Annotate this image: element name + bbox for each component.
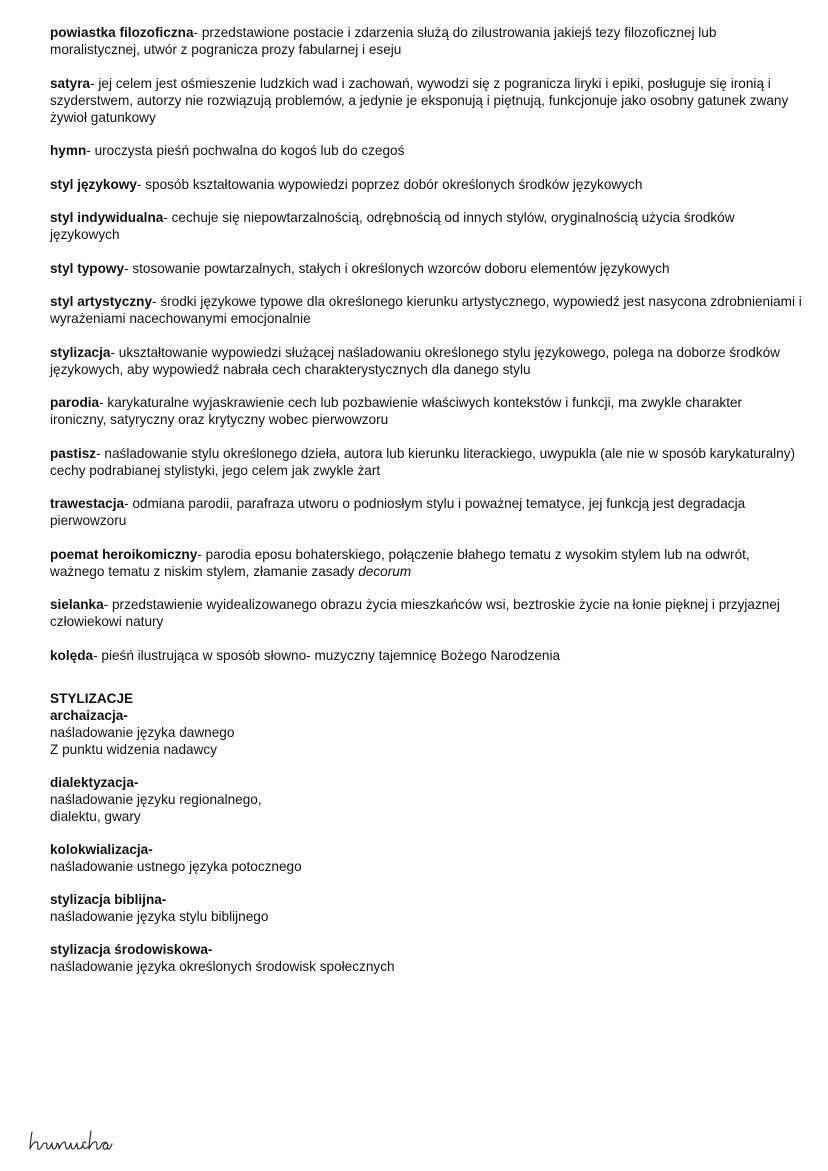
definition-text: - naśladowanie stylu określonego dzieła, autora lub kierunku literackiego, uwypukla (ale nie w sposób karykaturalny) cechy podrabianej stylistyki, jego celem jak zwykle żart [50, 445, 796, 478]
stylization-line: dialektu, gwary [50, 808, 141, 824]
document-page [50, 24, 802, 991]
definition-entry [50, 394, 802, 428]
stylization-line: naśladowanie języka stylu biblijnego [50, 908, 269, 924]
definition-text: - środki językowe typowe dla określonego kierunku artystycznego, wypowiedź jest nasycona zdrobnieniami i wyrażeniami nacechowanymi emocjonalnie [50, 294, 802, 326]
definition-term: styl typowy [50, 260, 125, 276]
definition-entry [50, 596, 802, 630]
definition-entry [50, 647, 802, 664]
stylization-item [50, 891, 802, 925]
stylization-item [50, 941, 802, 975]
definition-entry [50, 293, 802, 327]
stylization-item [50, 841, 802, 875]
definition-term: sielanka [50, 597, 104, 612]
definition-entry [50, 260, 802, 277]
definition-term: kolęda [50, 647, 94, 663]
definition-text: - stosowanie powtarzalnych, stałych i określonych wzorców doboru elementów językowych [124, 260, 670, 276]
definition-term: poemat heroikomiczny [50, 546, 198, 562]
definition-text: - pieśń ilustrująca w sposób słowno- muzyczny tajemnicę Bożego Narodzenia [93, 647, 561, 663]
definition-text: - parodia eposu bohaterskiego, połączenie błahego tematu z wysokim stylem lub na odwrót, ważnego tematu z niskim stylem, złamanie zasady [50, 546, 750, 579]
definition-text: - jej celem jest ośmieszenie ludzkich wad i zachowań, wywodzi się z pogranicza liryki i epiki, posługuje się ironią i szyderstwem, autorzy nie rozwiązują problemów, a jedynie je eksponują i piętnują, funkcjonuje jako osobny gatunek zwany żywioł gatunkowy [50, 75, 789, 125]
stylization-line: naśladowanie ustnego języka potocznego [50, 858, 302, 874]
definition-term: hymn [50, 143, 87, 158]
definition-entry [50, 495, 802, 529]
stylization-line: naśladowanie języku regionalnego, [50, 791, 262, 807]
definition-term: styl artystyczny [50, 294, 153, 309]
definition-entry [50, 546, 802, 580]
handwritten-signature [28, 1128, 118, 1154]
definition-text: - odmiana parodii, parafraza utworu o podniosłym stylu i poważnej tematyce, jej funkcją jest degradacja pierwowzoru [50, 496, 746, 528]
definition-entry [50, 209, 802, 243]
stylization-name: stylizacja biblijna- [50, 891, 167, 907]
definition-term: pastisz [50, 445, 97, 461]
definition-text: - karykaturalne wyjaskrawienie cech lub pozbawienie właściwych kontekstów i funkcji, ma zwykle charakter ironiczny, satyryczny oraz krytyczny wobec pierwowzoru [50, 395, 743, 427]
stylization-name: kolokwializacja- [50, 841, 153, 857]
definition-text: - sposób kształtowania wypowiedzi poprzez dobór określonych środków językowych [136, 176, 643, 192]
section-title: STYLIZACJE [50, 690, 134, 706]
stylization-line: naśladowanie języka dawnego [50, 724, 235, 740]
definition-entry [50, 24, 802, 58]
stylization-name: stylizacja środowiskowa- [50, 941, 213, 957]
definition-term: parodia [50, 395, 100, 410]
definition-text: - przedstawienie wyidealizowanego obrazu życia mieszkańców wsi, beztroskie życie na łonie pięknej i przyjaznej człowiekowi natury [50, 597, 780, 629]
definition-term: satyra [50, 75, 91, 91]
stylization-name: dialektyzacja- [50, 774, 139, 790]
stylization-line: Z punktu widzenia nadawcy [50, 741, 217, 757]
definition-term: trawestacja [50, 496, 125, 511]
definition-text: - przedstawione postacie i zdarzenia służą do zilustrowania jakiejś tezy filozoficznej lub moralistycznej, utwór z pogranicza prozy fabularnej i eseju [50, 25, 717, 57]
definition-entry [50, 176, 802, 193]
definition-entry [50, 75, 802, 126]
stylization-item [50, 707, 802, 758]
definition-entry [50, 445, 802, 479]
definition-text: - cechuje się niepowtarzalnością, odrębnością od innych stylów, oryginalnością użycia środków językowych [50, 210, 735, 242]
stylization-item [50, 774, 802, 825]
stylizacje-section [50, 690, 802, 975]
definition-term: styl indywidualna [50, 210, 164, 225]
definition-emphasis: decorum [358, 563, 412, 579]
definition-entry [50, 142, 802, 159]
definition-term: stylizacja [50, 344, 111, 360]
definition-term: powiastka filozoficzna [50, 25, 194, 40]
definition-text: - ukształtowanie wypowiedzi służącej naśladowaniu określonego stylu językowego, polega na doborze środków językowych, aby wypowiedź nabrała cech charakterystycznych dla danego stylu [50, 344, 780, 377]
stylization-name: archaizacja- [50, 707, 128, 723]
definition-entry [50, 344, 802, 378]
definition-term: styl językowy [50, 176, 137, 192]
stylization-line: naśladowanie języka określonych środowisk społecznych [50, 958, 395, 974]
definition-text: - uroczysta pieśń pochwalna do kogoś lub do czegoś [86, 143, 405, 158]
